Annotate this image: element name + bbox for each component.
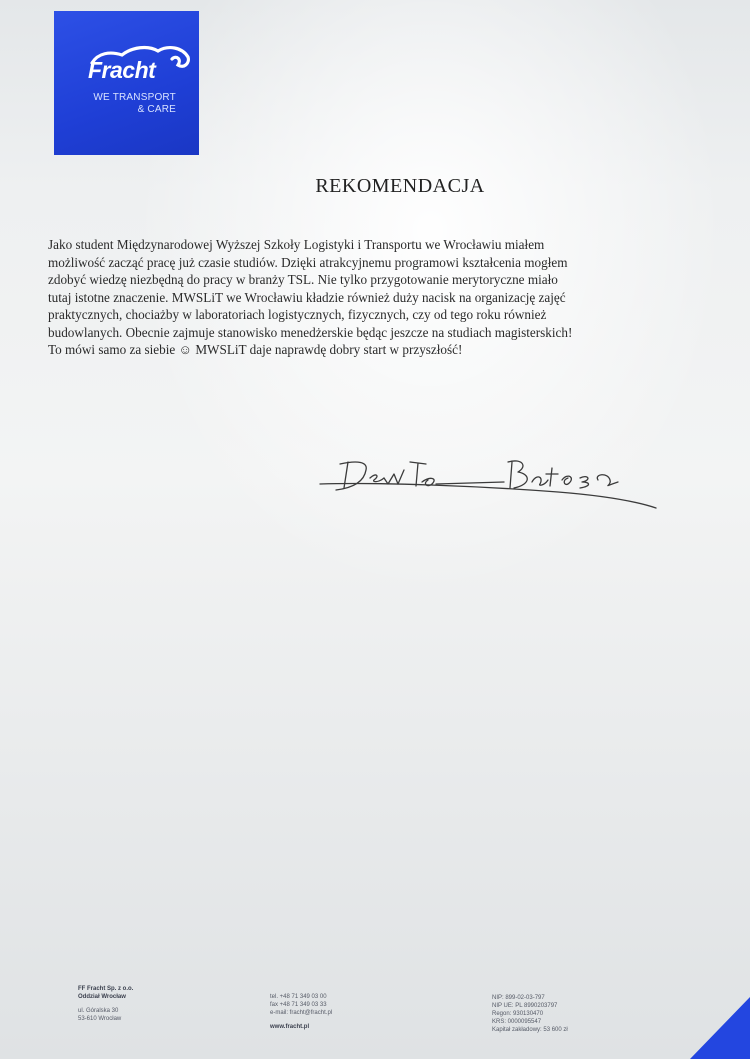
footer-regon: Regon: 930130470 xyxy=(492,1011,544,1017)
corner-triangle-decoration xyxy=(690,997,750,1059)
body-line: Jako student Międzynarodowej Wyższej Szkoły Logistyki i Transportu we Wrocławiu miałem xyxy=(48,237,545,252)
logo-wordmark: Fracht xyxy=(88,57,156,83)
footer-tel: tel. +48 71 349 03 00 xyxy=(270,994,327,1000)
body-line: możliwość zacząć pracę już czasie studiów. Dzięki atrakcyjnemu programowi kształcenia mogłem xyxy=(48,254,568,270)
recommendation-body xyxy=(48,236,728,359)
footer-street: ul. Góralska 30 xyxy=(78,1008,119,1014)
footer-fax: fax +48 71 349 03 33 xyxy=(270,1002,327,1008)
document-title: REKOMENDACJA xyxy=(315,175,485,197)
footer-registration xyxy=(492,994,568,1034)
footer-krs: KRS: 0000095547 xyxy=(492,1019,542,1025)
footer-website: www.fracht.pl xyxy=(270,1024,310,1030)
footer-branch: Oddział Wrocław xyxy=(78,994,126,1000)
footer-city: 53-610 Wrocław xyxy=(78,1016,122,1022)
body-line: zdobyć wiedzę niezbędną do pracy w branży TSL. Nie tylko przygotowanie merytoryczne miało xyxy=(48,272,558,287)
handwritten-signature xyxy=(318,452,668,522)
footer-contact xyxy=(270,993,332,1031)
body-line: praktycznych, chociażby w laboratoriach logistycznych, fizycznych, czy od tego roku również xyxy=(48,307,547,322)
footer-company-name: FF Fracht Sp. z o.o. xyxy=(78,986,134,992)
body-line: budowlanych. Obecnie zajmuje stanowisko menedżerskie będąc jeszcze na studiach magisterskich! xyxy=(48,324,573,340)
footer-capital: Kapitał zakładowy: 53 600 zł xyxy=(492,1027,568,1033)
footer-company-address xyxy=(78,985,133,1023)
fracht-logo xyxy=(54,11,199,155)
logo-tagline-line-1: WE TRANSPORT xyxy=(93,92,176,103)
logo-tagline-line-2: & CARE xyxy=(137,104,176,115)
body-line: tutaj istotne znaczenie. MWSLiT we Wrocławiu kładzie również duży nacisk na organizację zajęć xyxy=(48,289,566,305)
footer-nip: NIP: 899-02-03-797 xyxy=(492,995,545,1001)
footer-email: e-mail: fracht@fracht.pl xyxy=(270,1010,333,1016)
footer-nip-ue: NIP UE: PL 8990203797 xyxy=(492,1003,558,1009)
body-line: To mówi samo za siebie ☺ MWSLiT daje naprawdę dobry start w przyszłość! xyxy=(48,342,463,357)
